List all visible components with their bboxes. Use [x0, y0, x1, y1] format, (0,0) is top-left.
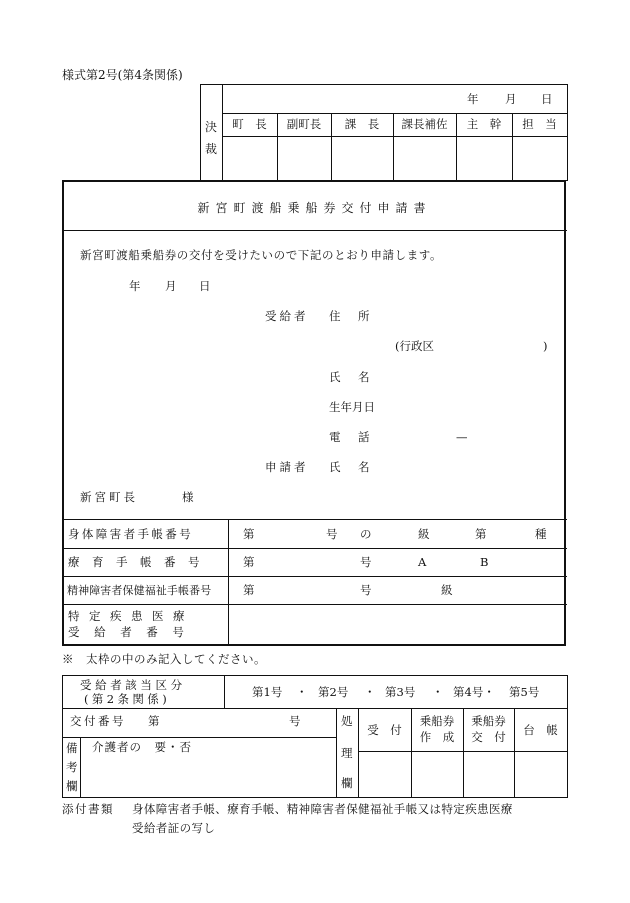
applicant-name-label: 氏 名 — [329, 460, 373, 474]
recipient-name-label: 氏 名 — [329, 370, 373, 384]
cert-rehab-a: A — [418, 555, 427, 569]
form-label: 様式第2号(第4条関係) — [62, 68, 183, 82]
approval-day: 日 — [541, 92, 553, 106]
cert-disease-label-1: 特定疾患医療 — [68, 609, 194, 623]
cert-mental-go: 号 — [360, 583, 372, 597]
phone-label: 電 話 — [329, 430, 373, 444]
proc-col-ledger: 台 帳 — [523, 723, 558, 737]
proc-col-create-1: 乗船券 — [419, 714, 455, 728]
care-text: 介護者の 要・否 — [92, 740, 192, 754]
attachments-line-2: 受給者証の写し — [132, 821, 216, 835]
phone-dash: — — [456, 430, 468, 444]
cert-rehab-dai: 第 — [243, 555, 255, 569]
cert-physical-dai: 第 — [243, 527, 255, 541]
cert-physical-shu: 種 — [535, 527, 547, 541]
attachments-label: 添付書類 — [62, 802, 114, 816]
district-open: (行政区 — [395, 339, 434, 353]
birth-label: 生年月日 — [329, 400, 375, 414]
date-month: 月 — [165, 279, 177, 293]
category-sep-2: ・ — [364, 685, 376, 699]
date-year: 年 — [129, 279, 141, 293]
addressee-name: 新宮町長 — [80, 490, 138, 504]
remarks-label-1: 備 — [66, 741, 78, 755]
cert-rehab-label: 療育手帳番号 — [68, 555, 212, 569]
category-option-1: 第1号 — [252, 685, 283, 699]
role-section-chief: 課 長 — [344, 117, 380, 131]
cert-physical-label: 身体障害者手帳番号 — [68, 527, 194, 541]
recipient-heading: 受給者 — [265, 309, 309, 323]
processing-label-2: 理 — [341, 746, 353, 760]
remarks-label-2: 考 — [66, 760, 78, 774]
category-option-2: 第2号 — [318, 685, 349, 699]
proc-col-issue-2: 交 付 — [471, 730, 506, 744]
issue-dai: 第 — [148, 714, 160, 728]
proc-col-reception: 受 付 — [367, 723, 402, 737]
approval-year: 年 — [467, 92, 479, 106]
cert-rehab-go: 号 — [360, 555, 372, 569]
role-staff: 担 当 — [522, 117, 557, 131]
cert-disease-label-2: 受給者番号 — [68, 625, 199, 639]
role-deputy-mayor: 副町長 — [286, 117, 322, 131]
remarks-label-3: 欄 — [66, 779, 78, 793]
category-label-1: 受給者該当区分 — [80, 678, 186, 692]
addressee-honorific: 様 — [182, 490, 194, 504]
category-label-2: (第2条関係) — [84, 692, 171, 706]
category-sep-3: ・ — [432, 685, 444, 699]
proc-col-issue-1: 乗船券 — [471, 714, 506, 728]
category-option-5: 第5号 — [509, 685, 540, 699]
cert-mental-dai: 第 — [243, 583, 255, 597]
cert-physical-kyu: 級 — [418, 527, 430, 541]
address-label: 住 所 — [329, 309, 373, 323]
approval-month: 月 — [505, 92, 517, 106]
date-day: 日 — [199, 279, 211, 293]
attachments-line-1: 身体障害者手帳、療育手帳、精神障害者保健福祉手帳又は特定疾患医療 — [132, 802, 513, 816]
cert-physical-dai2: 第 — [475, 527, 487, 541]
role-assistant-chief: 課長補佐 — [401, 117, 448, 131]
cert-mental-label: 精神障害者保健福祉手帳番号 — [67, 584, 212, 597]
processing-label-1: 処 — [341, 714, 353, 728]
issue-go: 号 — [289, 714, 301, 728]
role-mayor: 町 長 — [232, 117, 267, 131]
district-close: ) — [543, 339, 548, 353]
processing-label-3: 欄 — [341, 776, 353, 790]
note-text: ※ 太枠の中のみ記入してください。 — [62, 652, 266, 666]
cert-physical-go: 号 — [326, 527, 338, 541]
cert-mental-kyu: 級 — [441, 583, 453, 597]
category-sep-1: ・ — [296, 685, 308, 699]
category-option-4: 第4号・ — [453, 685, 495, 699]
form-title: 新宮町渡船乗船券交付申請書 — [197, 201, 432, 215]
approval-label: 決裁 — [204, 120, 217, 156]
category-option-3: 第3号 — [385, 685, 416, 699]
intro-text: 新宮町渡船乗船券の交付を受けたいので下記のとおり申請します。 — [80, 248, 443, 262]
proc-col-create-2: 作 成 — [419, 730, 455, 744]
cert-rehab-b: B — [480, 555, 489, 569]
applicant-heading: 申請者 — [265, 460, 309, 474]
cert-physical-no: の — [360, 527, 372, 541]
issue-label: 交付番号 — [70, 714, 126, 728]
role-chief-officer: 主 幹 — [466, 117, 502, 131]
